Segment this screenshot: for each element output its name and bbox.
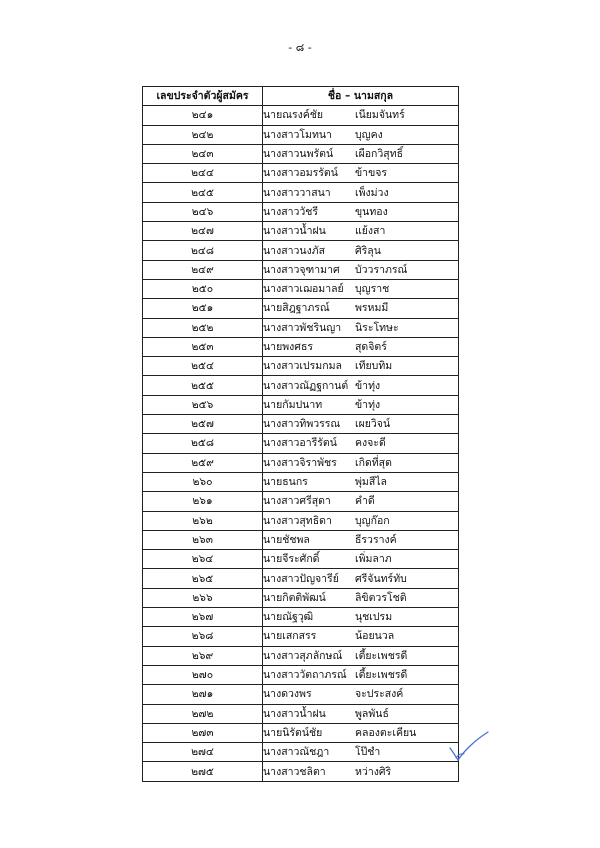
applicant-last-name: ข้าทุ่ง: [355, 398, 381, 411]
applicant-id: ๒๖๓: [143, 530, 263, 549]
applicant-id: ๒๔๓: [143, 144, 263, 163]
table-row: [143, 588, 459, 607]
applicant-name: [263, 530, 459, 549]
applicant-last-name: บุญคง: [355, 128, 383, 141]
table-row: [143, 395, 459, 414]
table-row: [143, 723, 459, 742]
table-row: [143, 415, 459, 434]
applicant-id: ๒๔๘: [143, 241, 263, 260]
applicant-id: ๒๔๒: [143, 125, 263, 144]
applicant-name: [263, 337, 459, 356]
applicant-id: ๒๗๐: [143, 665, 263, 684]
table-row: [143, 357, 459, 376]
table-row: [143, 106, 459, 125]
applicant-first-name: นางสาววัชรี: [263, 205, 319, 218]
applicant-last-name: พรหมมี: [355, 302, 389, 315]
applicant-last-name: เกิดที่สุด: [355, 456, 392, 469]
table-row: [143, 318, 459, 337]
table-row: [143, 550, 459, 569]
table-row: [143, 183, 459, 202]
applicant-first-name: นางสาวอมรรัตน์: [263, 167, 338, 180]
applicant-id: ๒๕๓: [143, 337, 263, 356]
applicant-table: [142, 86, 459, 782]
applicant-first-name: นางสาวอารีรัตน์: [263, 437, 337, 450]
table-body: [143, 106, 459, 781]
applicant-first-name: นางสาวโมทนา: [263, 128, 332, 141]
applicant-last-name: เทียบทิม: [355, 360, 393, 373]
applicant-id: ๒๖๙: [143, 646, 263, 665]
applicant-last-name: เนียมจันทร์: [355, 109, 405, 122]
applicant-last-name: คำดี: [355, 495, 375, 508]
table-row: [143, 434, 459, 453]
table-row: [143, 704, 459, 723]
table-row: [143, 241, 459, 260]
applicant-first-name: นางสาวนงภัส: [263, 244, 326, 257]
applicant-name: [263, 569, 459, 588]
table-row: [143, 279, 459, 298]
header-full-name: ชื่อ – นามสกุล: [263, 87, 459, 106]
table-row: [143, 164, 459, 183]
applicant-first-name: นายจีระศักดิ์: [263, 553, 320, 566]
applicant-name: [263, 646, 459, 665]
applicant-first-name: นายพงศธร: [263, 341, 313, 353]
applicant-last-name: เตี้ยะเพชรดี: [355, 649, 408, 662]
applicant-last-name: นิระโทษะ: [355, 321, 399, 334]
applicant-name: [263, 164, 459, 183]
applicant-id: ๒๕๐: [143, 279, 263, 298]
applicant-first-name: นางสาวจุฑามาศ: [263, 263, 340, 276]
table-row: [143, 762, 459, 781]
applicant-name: [263, 472, 459, 491]
applicant-name: [263, 550, 459, 569]
applicant-id: ๒๗๓: [143, 723, 263, 742]
page-number: - ๘ -: [288, 41, 312, 54]
table-row: [143, 376, 459, 395]
applicant-name: [263, 318, 459, 337]
applicant-name: [263, 106, 459, 125]
applicant-last-name: ธีรวรางค์: [355, 533, 397, 546]
applicant-last-name: เตี้ยะเพชรดี: [355, 669, 408, 682]
applicant-name: [263, 492, 459, 511]
table-row: [143, 337, 459, 356]
applicant-last-name: เพ็งม่วง: [355, 186, 389, 199]
table-row: [143, 511, 459, 530]
table-row: [143, 472, 459, 491]
applicant-id: ๒๖๕: [143, 569, 263, 588]
table-row: [143, 299, 459, 318]
table-row: [143, 569, 459, 588]
applicant-last-name: ลิขิตวรโชติ: [355, 591, 407, 604]
applicant-last-name: คงจะดี: [355, 437, 386, 450]
applicant-first-name: นางสาวทิพวรรณ: [263, 418, 341, 431]
applicant-last-name: จะประสงค์: [355, 688, 404, 701]
applicant-last-name: หว่างศิริ: [355, 765, 392, 778]
applicant-id: ๒๕๖: [143, 395, 263, 414]
applicant-name: [263, 357, 459, 376]
applicant-id: ๒๗๑: [143, 685, 263, 704]
applicant-last-name: คลองตะเคียน: [355, 726, 417, 739]
applicant-last-name: เผยวิจน์: [355, 418, 391, 431]
applicant-first-name: นางสาวศรีสุดา: [263, 495, 331, 508]
applicant-name: [263, 608, 459, 627]
applicant-first-name: นางสาวเฌอมาลย์: [263, 283, 344, 296]
applicant-first-name: นายเสกสรร: [263, 630, 317, 643]
applicant-name: [263, 588, 459, 607]
header-applicant-id: เลขประจำตัวผู้สมัคร: [143, 87, 263, 106]
applicant-first-name: นางสาวณัชฎา: [263, 746, 330, 759]
applicant-last-name: บัววราภรณ์: [355, 263, 408, 276]
applicant-name: [263, 299, 459, 318]
applicant-name: [263, 260, 459, 279]
applicant-id: ๒๕๙: [143, 453, 263, 472]
applicant-name: [263, 125, 459, 144]
applicant-name: [263, 434, 459, 453]
table-row: [143, 222, 459, 241]
applicant-name: [263, 415, 459, 434]
applicant-first-name: นายณัฐวุฒิ: [263, 611, 314, 624]
applicant-id: ๒๕๘: [143, 434, 263, 453]
applicant-first-name: นายสิฎฐาภรณ์: [263, 302, 330, 315]
applicant-id: ๒๖๖: [143, 588, 263, 607]
applicant-id: ๒๖๒: [143, 511, 263, 530]
applicant-id: ๒๕๗: [143, 415, 263, 434]
applicant-name: [263, 723, 459, 742]
applicant-first-name: นางสาวณัฏฐกานต์: [263, 379, 349, 392]
applicant-name: [263, 762, 459, 781]
applicant-first-name: นายกิตติพัฒน์: [263, 591, 326, 604]
applicant-id: ๒๖๐: [143, 472, 263, 491]
applicant-first-name: นางสาวชลิตา: [263, 765, 326, 778]
applicant-first-name: นางสาววัตถาภรณ์: [263, 669, 347, 682]
applicant-name: [263, 376, 459, 395]
applicant-id: ๒๕๕: [143, 376, 263, 395]
table-row: [143, 453, 459, 472]
applicant-name: [263, 183, 459, 202]
applicant-first-name: นายณรงค์ชัย: [263, 109, 324, 122]
applicant-id: ๒๖๑: [143, 492, 263, 511]
applicant-last-name: พูลพันธ์: [355, 707, 389, 720]
applicant-name: [263, 743, 459, 762]
applicant-name: [263, 395, 459, 414]
applicant-id: ๒๔๔: [143, 164, 263, 183]
table-row: [143, 743, 459, 762]
applicant-id: ๒๖๗: [143, 608, 263, 627]
applicant-name: [263, 202, 459, 221]
applicant-name: [263, 241, 459, 260]
applicant-id: ๒๔๖: [143, 202, 263, 221]
table-row: [143, 202, 459, 221]
applicant-first-name: นางสาวสุทธิดา: [263, 514, 332, 527]
applicant-id: ๒๗๔: [143, 743, 263, 762]
applicant-first-name: นางดวงพร: [263, 688, 312, 701]
applicant-id: ๒๖๘: [143, 627, 263, 646]
applicant-last-name: ขุนทอง: [355, 205, 388, 218]
applicant-id: ๒๕๒: [143, 318, 263, 337]
applicant-last-name: โป๊ชำ: [355, 746, 381, 759]
table-row: [143, 260, 459, 279]
signature-mark: [448, 730, 492, 764]
applicant-first-name: นางสาวเปรมกมล: [263, 360, 342, 373]
applicant-first-name: นายชัชพล: [263, 533, 310, 546]
applicant-first-name: นางสาวน้ำฝน: [263, 225, 326, 238]
applicant-first-name: นางสาวปัญจารีย์: [263, 572, 339, 585]
applicant-id: ๒๔๕: [143, 183, 263, 202]
applicant-id: ๒๗๒: [143, 704, 263, 723]
applicant-name: [263, 453, 459, 472]
applicant-name: [263, 144, 459, 163]
applicant-first-name: นางสาววาสนา: [263, 186, 331, 199]
applicant-last-name: ศิริลุน: [355, 244, 381, 257]
table-row: [143, 608, 459, 627]
applicant-last-name: บุญราช: [355, 283, 390, 296]
table-row: [143, 530, 459, 549]
applicant-last-name: ข้าทุ่ง: [355, 379, 381, 392]
applicant-last-name: เผือกวิสุทธิ์: [355, 148, 404, 161]
applicant-id: ๒๔๑: [143, 106, 263, 125]
applicant-name: [263, 685, 459, 704]
applicant-name: [263, 627, 459, 646]
applicant-name: [263, 511, 459, 530]
applicant-last-name: เพิ่มลาภ: [355, 553, 392, 566]
table-row: [143, 665, 459, 684]
applicant-id: ๒๖๔: [143, 550, 263, 569]
applicant-last-name: บุญก๊อก: [355, 514, 390, 527]
applicant-first-name: นางสาวน้ำฝน: [263, 707, 326, 720]
applicant-first-name: นางสาวสุภลักษณ์: [263, 649, 343, 662]
applicant-first-name: นายนิรัตน์ชัย: [263, 726, 323, 739]
applicant-id: ๒๔๗: [143, 222, 263, 241]
applicant-last-name: ข้าขจร: [355, 167, 388, 180]
applicant-first-name: นางสาวจิราพัชร: [263, 456, 337, 469]
applicant-name: [263, 665, 459, 684]
applicant-id: ๒๔๙: [143, 260, 263, 279]
table-row: [143, 144, 459, 163]
applicant-first-name: นางสาวพัชรินญา: [263, 321, 342, 334]
applicant-last-name: นุชเปรม: [355, 611, 393, 624]
applicant-last-name: สุดจิตร์: [355, 341, 387, 353]
applicant-last-name: น้อยนวล: [355, 630, 395, 643]
table-row: [143, 627, 459, 646]
applicant-first-name: นายธนกร: [263, 476, 308, 489]
applicant-last-name: แย้งสา: [355, 225, 386, 238]
applicant-name: [263, 222, 459, 241]
applicant-name: [263, 279, 459, 298]
applicant-name: [263, 704, 459, 723]
applicant-id: ๒๕๑: [143, 299, 263, 318]
applicant-id: ๒๕๔: [143, 357, 263, 376]
applicant-first-name: นางสาวนพรัตน์: [263, 148, 334, 161]
applicant-last-name: พุ่มสีไล: [355, 476, 387, 489]
applicant-id: ๒๗๕: [143, 762, 263, 781]
table-row: [143, 685, 459, 704]
table-row: [143, 492, 459, 511]
applicant-last-name: ศรีจันทร์ทับ: [355, 572, 407, 585]
applicant-first-name: นายกัมปนาท: [263, 398, 323, 411]
table-row: [143, 646, 459, 665]
table-row: [143, 125, 459, 144]
table-header-row: [143, 87, 459, 106]
